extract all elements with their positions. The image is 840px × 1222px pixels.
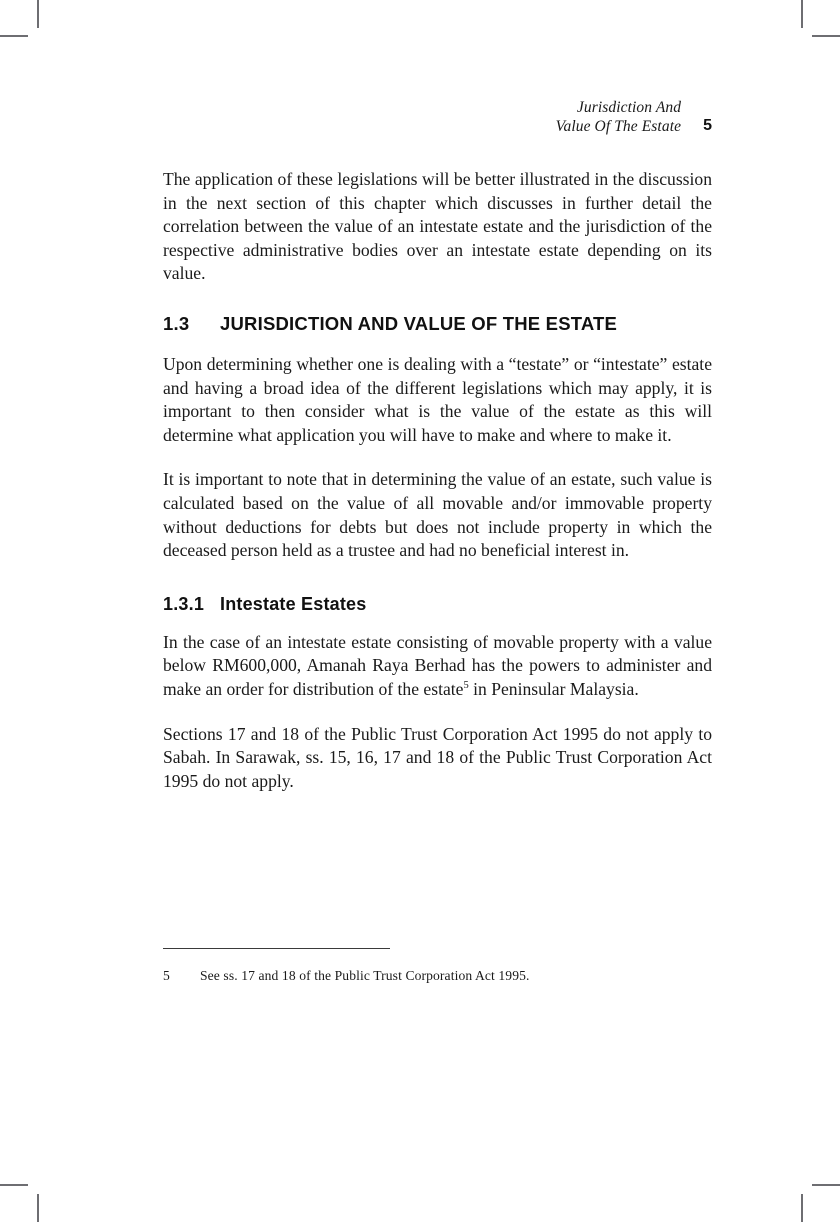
- crop-mark-top-left-vertical: [37, 0, 39, 28]
- crop-mark-top-right-horizontal: [812, 35, 840, 37]
- footnote-text: See ss. 17 and 18 of the Public Trust Corporation Act 1995.: [200, 968, 530, 983]
- paragraph-sabah-sarawak: Sections 17 and 18 of the Public Trust Corporation Act 1995 do not apply to Sabah. In Sarawak, ss. 15, 16, 17 and 18 of the Public Trust Corporation Act 1995 do not apply.: [163, 723, 712, 791]
- crop-mark-bottom-right-horizontal: [812, 1184, 840, 1186]
- subsection-title: Intestate Estates: [220, 593, 367, 614]
- subsection-number: 1.3.1: [163, 593, 205, 614]
- crop-mark-bottom-right-vertical: [801, 1194, 803, 1222]
- section-heading-1-3: [163, 312, 712, 335]
- footnote-item: [163, 967, 712, 985]
- running-head: [163, 98, 712, 136]
- page-body: [163, 168, 712, 793]
- paragraph-amanah-raya-text-after-ref: in Peninsular Malaysia.: [468, 678, 639, 699]
- paragraph-amanah-raya: [163, 631, 712, 702]
- footnote-area: [163, 948, 712, 985]
- paragraph-value-calculation: It is important to note that in determining the value of an estate, such value is calculated based on the value of all movable and/or immovable property without deductions for debts but does not include property in which the deceased person held as a trustee and had no beneficial interest in.: [163, 469, 712, 561]
- crop-mark-top-right-vertical: [801, 0, 803, 28]
- crop-mark-top-left-horizontal: [0, 35, 28, 37]
- running-head-line-1: Jurisdiction And: [576, 99, 682, 116]
- crop-mark-bottom-left-horizontal: [0, 1184, 28, 1186]
- section-number: 1.3: [163, 312, 190, 334]
- paragraph-amanah-raya-text-before-ref: In the case of an intestate estate consisting of movable property with a value below RM600,000, Amanah Raya Berhad has the powers to administer and make an order for distribution of the estate: [163, 631, 712, 699]
- footnote-separator-rule: [163, 948, 390, 949]
- running-head-title: [556, 98, 681, 136]
- footnote-marker: 5: [163, 968, 170, 983]
- page-number: 5: [703, 117, 712, 134]
- paragraph-intro: The application of these legislations will be better illustrated in the discussion in the next section of this chapter which discusses in further detail the correlation between the value of an intestate estate and the jurisdiction of the respective administrative bodies over an intestate estate depending on its value.: [163, 169, 712, 284]
- footnote-reference-5[interactable]: 5: [463, 680, 469, 692]
- paragraph-testate-intestate: Upon determining whether one is dealing with a “testate” or “intestate” estate and having a broad idea of the different legislations which may apply, it is important to then consider what is the value of the estate as this will determine what application you will have to make and where to make it.: [163, 353, 712, 445]
- section-title: JURISDICTION AND VALUE OF THE ESTATE: [220, 312, 618, 334]
- running-head-line-2: Value Of The Estate: [555, 118, 682, 135]
- subsection-heading-1-3-1: [163, 593, 712, 615]
- crop-mark-bottom-left-vertical: [37, 1194, 39, 1222]
